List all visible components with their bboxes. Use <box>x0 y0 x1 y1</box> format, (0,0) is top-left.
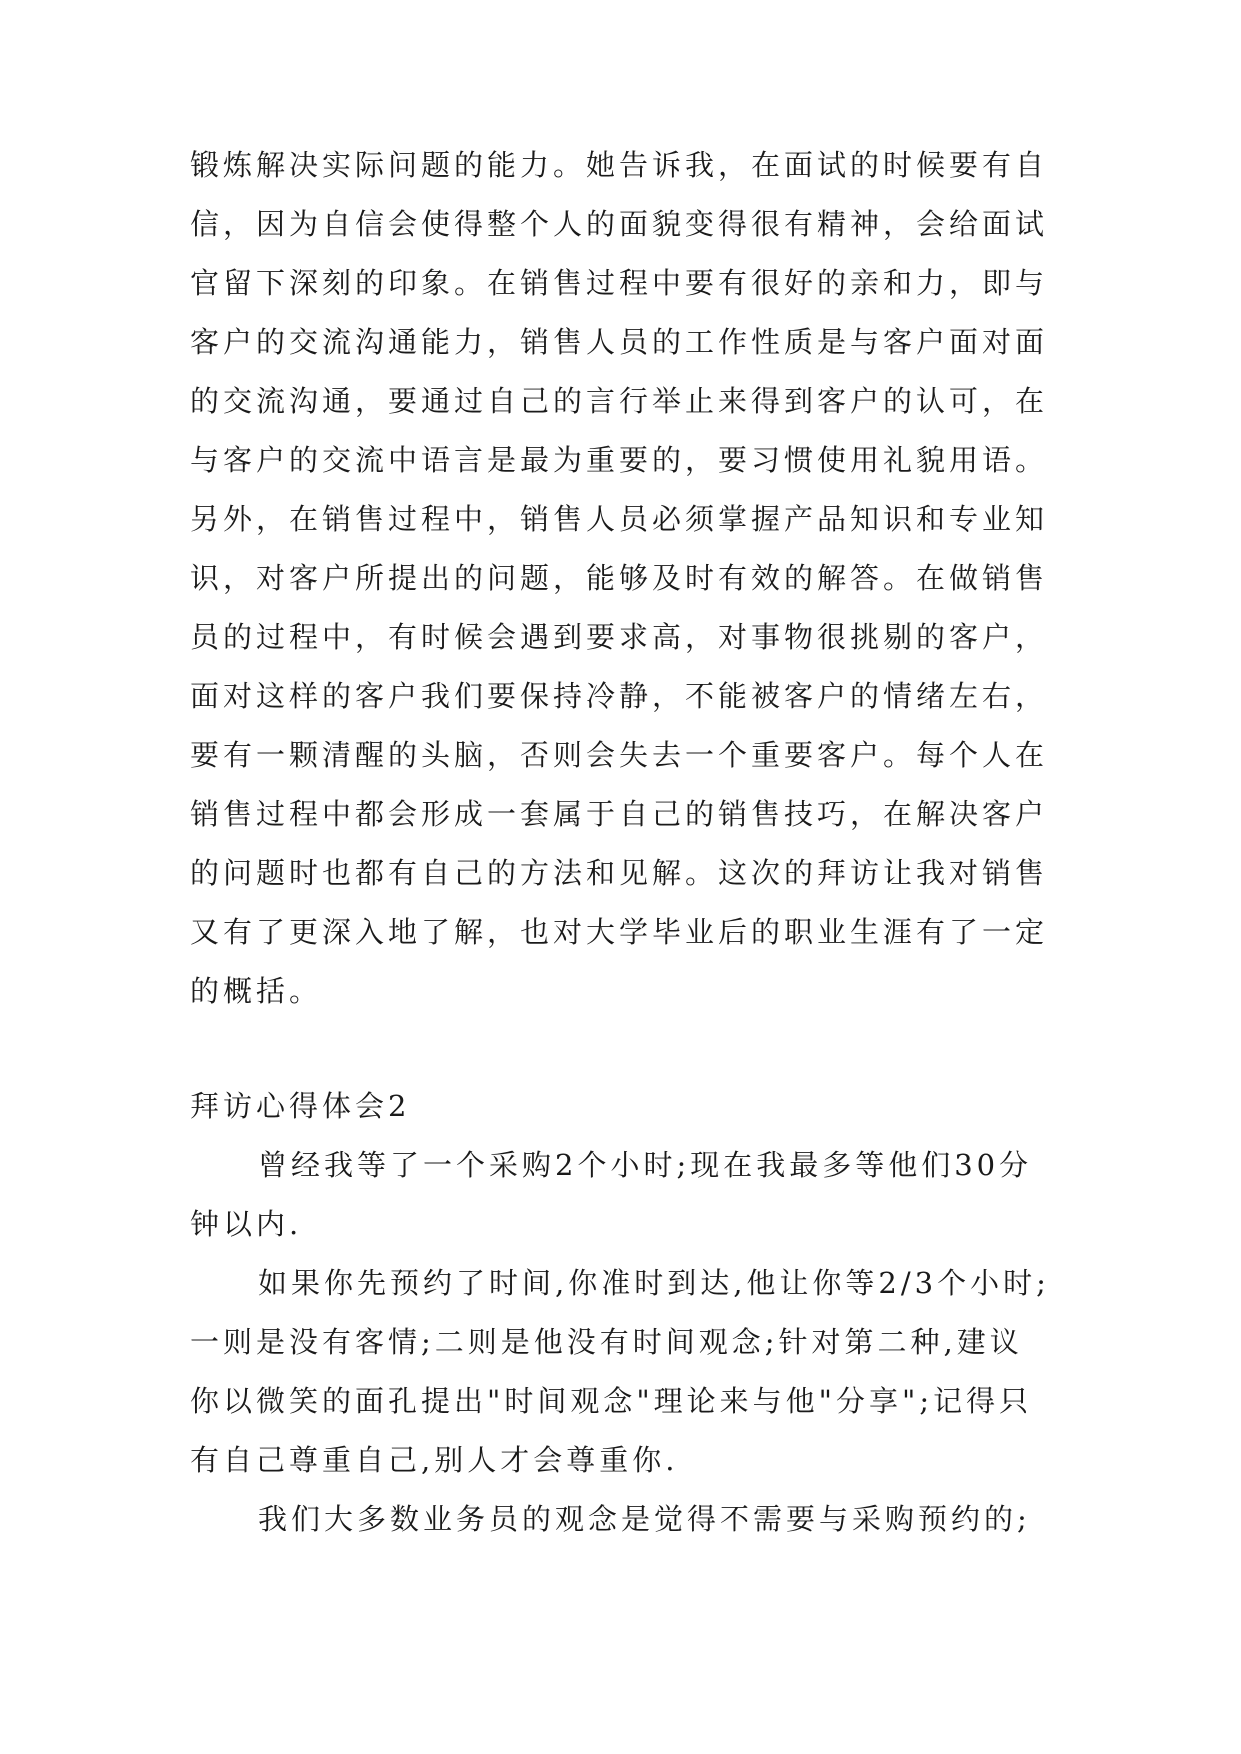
text-line: 面对这样的客户我们要保持冷静，不能被客户的情绪左右， <box>190 679 1049 713</box>
text-line: 另外，在销售过程中，销售人员必须掌握产品知识和专业知 <box>190 502 1049 536</box>
text-line: 曾经我等了一个采购2个小时;现在我最多等他们30分 <box>258 1148 1033 1182</box>
text-line: 一则是没有客情;二则是他没有时间观念;针对第二种,建议 <box>190 1325 1023 1359</box>
text-line: 如果你先预约了时间,你准时到达,他让你等2/3个小时; <box>258 1266 1050 1300</box>
text-line: 客户的交流沟通能力，销售人员的工作性质是与客户面对面 <box>190 325 1049 359</box>
paragraph-continued <box>190 136 1060 1021</box>
text-line: 员的过程中，有时候会遇到要求高，对事物很挑剔的客户， <box>190 620 1049 654</box>
text-line: 又有了更深入地了解，也对大学毕业后的职业生涯有了一定 <box>190 915 1049 949</box>
section-2 <box>190 1077 1060 1549</box>
text-line: 你以微笑的面孔提出"时间观念"理论来与他"分享";记得只 <box>190 1384 1033 1418</box>
text-line: 我们大多数业务员的观念是觉得不需要与采购预约的; <box>258 1502 1031 1536</box>
text-line: 有自己尊重自己,别人才会尊重你. <box>190 1443 679 1477</box>
text-line: 锻炼解决实际问题的能力。她告诉我，在面试的时候要有自 <box>190 148 1049 182</box>
text-line: 官留下深刻的印象。在销售过程中要有很好的亲和力，即与 <box>190 266 1049 300</box>
text-line: 钟以内. <box>190 1207 303 1241</box>
text-line: 的概括。 <box>190 974 323 1008</box>
text-line: 销售过程中都会形成一套属于自己的销售技巧，在解决客户 <box>190 797 1049 831</box>
text-line: 的交流沟通，要通过自己的言行举止来得到客户的认可，在 <box>190 384 1049 418</box>
text-line: 信，因为自信会使得整个人的面貌变得很有精神，会给面试 <box>190 207 1049 241</box>
text-line: 要有一颗清醒的头脑，否则会失去一个重要客户。每个人在 <box>190 738 1049 772</box>
text-line: 识，对客户所提出的问题，能够及时有效的解答。在做销售 <box>190 561 1049 595</box>
text-line: 与客户的交流中语言是最为重要的，要习惯使用礼貌用语。 <box>190 443 1049 477</box>
section-heading: 拜访心得体会2 <box>190 1089 411 1123</box>
text-line: 的问题时也都有自己的方法和见解。这次的拜访让我对销售 <box>190 856 1049 890</box>
